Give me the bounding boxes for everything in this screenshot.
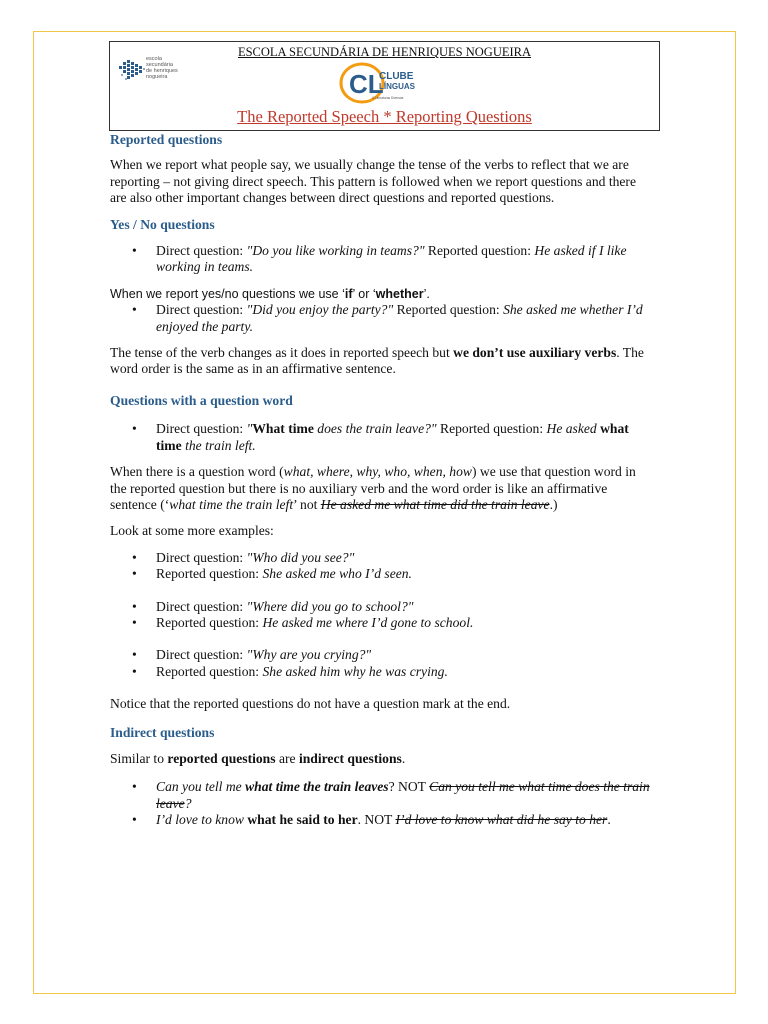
heading-reported-questions: Reported questions xyxy=(110,132,223,147)
list-yes-no-2 xyxy=(110,302,650,335)
example-group-2 xyxy=(110,599,650,632)
school-logo-text: escola secundária de henriques nogueira xyxy=(146,56,178,80)
list-item: • Direct question: "Who did you see?" xyxy=(156,550,650,566)
example-group-1 xyxy=(110,550,650,583)
paragraph-tense-change: The tense of the verb changes as it does in reported speech but we don’t use auxiliary verbs. The word order is the same as in an affirmative sentence. xyxy=(110,345,644,377)
list-yes-no-1 xyxy=(110,243,650,276)
clube-linguas-logo-icon xyxy=(336,62,428,104)
list-item: • Direct question: "Where did you go to school?" xyxy=(156,599,650,615)
svg-text:CLUBE: CLUBE xyxy=(379,71,414,82)
paragraph-more-examples: Look at some more examples: xyxy=(110,523,274,539)
document-title: The Reported Speech * Reporting Questions xyxy=(237,107,532,126)
document-header xyxy=(109,41,660,131)
paragraph-intro: When we report what people say, we usually change the tense of the verbs to reflect that we are reporting – not giving direct speech. This pattern is followed when we report questions and there are also other important changes between direct questions and reported questions. xyxy=(110,157,636,206)
list-indirect xyxy=(110,779,650,828)
list-item: • Can you tell me what time the train leaves? NOT Can you tell me what time does the train leave? xyxy=(156,779,650,812)
school-name: ESCOLA SECUNDÁRIA DE HENRIQUES NOGUEIRA xyxy=(237,45,532,59)
list-item: • Reported question: She asked him why he was crying. xyxy=(156,664,650,680)
list-question-word xyxy=(110,421,650,454)
list-item: • I’d love to know what he said to her. NOT I’d love to know what did he say to her. xyxy=(156,812,650,828)
list-item: • Reported question: He asked me where I’d gone to school. xyxy=(156,615,650,631)
document-body xyxy=(110,128,650,829)
svg-text:& Literaturas Diversas: & Literaturas Diversas xyxy=(372,96,404,100)
list-item: • Direct question: "Do you like working in teams?" Reported question: He asked if I like working in teams. xyxy=(156,243,650,276)
heading-question-word: Questions with a question word xyxy=(110,392,293,408)
list-item: • Direct question: "Why are you crying?" xyxy=(156,647,650,663)
paragraph-notice: Notice that the reported questions do not have a question mark at the end. xyxy=(110,696,511,712)
svg-text:CL: CL xyxy=(349,69,384,99)
heading-indirect-questions: Indirect questions xyxy=(110,724,215,740)
paragraph-indirect-intro: Similar to reported questions are indirect questions. xyxy=(110,750,406,766)
list-item: • Direct question: "Did you enjoy the party?" Reported question: She asked me whether I’d enjoyed the party. xyxy=(156,302,650,335)
svg-text:LÍNGUAS: LÍNGUAS xyxy=(379,82,415,91)
paragraph-yes-no-note: When we report yes/no questions we use ‘if’ or ‘whether’. xyxy=(110,286,430,301)
list-item: • Reported question: She asked me who I’d seen. xyxy=(156,566,650,582)
heading-yes-no-questions: Yes / No questions xyxy=(110,216,215,232)
list-item: • Direct question: "What time does the train leave?" Reported question: He asked what time the train left. xyxy=(156,421,650,454)
paragraph-question-word: When there is a question word (what, where, why, who, when, how) we use that question word in the reported question but there is no auxiliary verb and the word order is like an affirmative sentence (‘what time the train left’ not He asked me what time did the train leave.) xyxy=(110,464,636,512)
example-group-3 xyxy=(110,647,650,680)
